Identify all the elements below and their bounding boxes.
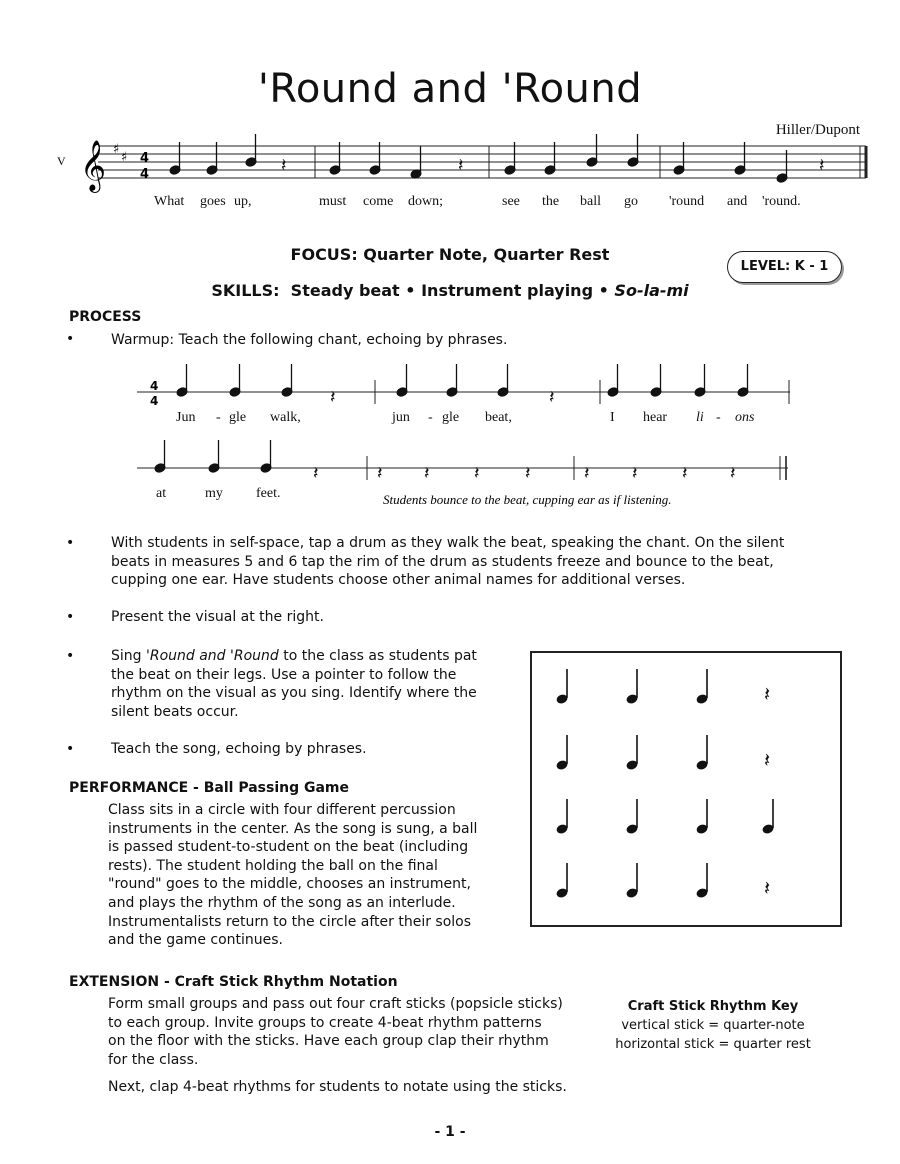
svg-text:walk,: walk, <box>270 410 301 425</box>
quarter-note-icon <box>695 863 708 899</box>
bullet-separator: • <box>405 281 416 300</box>
svg-text:and: and <box>727 194 748 209</box>
chant-staff-2 <box>137 456 788 480</box>
performance-paragraph: Class sits in a circle with four different percussion instruments in the center. As the song is sung, a ball is passed student-to-student on the beat (including rests). The student holding the ball on the final "round" goes to the middle, chooses an instrument, and plays the rhythm of the song as an interlude. Instrumentalists return to the circle after their solos and the game continues. <box>108 802 478 949</box>
page-number: - 1 - <box>434 1124 466 1140</box>
svg-text:feet.: feet. <box>256 486 281 501</box>
svg-text:jun: jun <box>392 410 410 425</box>
bullet-separator: • <box>598 281 609 300</box>
svg-text:4: 4 <box>150 379 159 393</box>
quarter-note-icon <box>555 669 568 705</box>
svg-text:beat,: beat, <box>485 410 512 425</box>
sharp-icon: ♯ <box>113 142 120 157</box>
svg-text:must: must <box>319 194 347 209</box>
skills-line <box>0 281 900 300</box>
rhythm-grid <box>532 653 840 925</box>
svg-text:ball: ball <box>580 194 601 209</box>
quarter-note-icon <box>625 669 638 705</box>
chant-lyrics-1 <box>176 410 755 425</box>
svg-text:ons: ons <box>735 410 755 425</box>
time-sig-bottom: 4 <box>140 167 150 182</box>
skill-so-la-mi: So-la-mi <box>614 281 689 300</box>
focus-line: FOCUS: Quarter Note, Quarter Rest <box>290 245 610 264</box>
svg-text:gle: gle <box>229 410 247 425</box>
svg-text:hear: hear <box>643 410 668 425</box>
extension-heading: EXTENSION - Craft Stick Rhythm Notation <box>69 974 398 990</box>
quarter-rest-icon: 𝄽 <box>764 876 771 900</box>
sharp-icon: ♯ <box>121 150 128 165</box>
quarter-rest-icon: 𝄽 <box>549 387 555 408</box>
svg-text:up,: up, <box>234 194 252 209</box>
skill-steady-beat: Steady beat <box>290 281 400 300</box>
chant-rests-2 <box>313 463 736 484</box>
page-title: 'Round and 'Round <box>257 66 643 112</box>
svg-text:𝄽: 𝄽 <box>313 463 319 484</box>
svg-text:gle: gle <box>442 410 460 425</box>
svg-text:𝄽: 𝄽 <box>730 463 736 484</box>
present-visual-text: Present the visual at the right. <box>111 609 324 625</box>
skills-label: SKILLS: <box>211 281 280 300</box>
svg-text:4: 4 <box>150 394 159 408</box>
svg-text:I: I <box>610 410 615 425</box>
svg-text:Jun: Jun <box>176 410 196 425</box>
performance-heading: PERFORMANCE - Ball Passing Game <box>69 780 349 796</box>
quarter-rest-icon: 𝄽 <box>458 155 464 176</box>
svg-text:-: - <box>428 410 433 425</box>
skill-instrument: Instrument playing <box>421 281 594 300</box>
quarter-note-icon <box>555 735 568 771</box>
svg-text:𝄽: 𝄽 <box>424 463 430 484</box>
quarter-note-icon <box>555 799 568 835</box>
svg-text:goes: goes <box>200 194 226 209</box>
svg-text:at: at <box>156 486 167 501</box>
svg-text:𝄽: 𝄽 <box>525 463 531 484</box>
svg-text:down;: down; <box>408 194 443 209</box>
composer: Hiller/Dupont <box>775 122 860 138</box>
svg-text:my: my <box>205 486 223 501</box>
teach-song-text: Teach the song, echoing by phrases. <box>111 741 367 757</box>
bullet: • <box>66 535 75 551</box>
quarter-rest-icon: 𝄽 <box>281 155 287 176</box>
song-notes <box>169 134 788 183</box>
quarter-note-icon <box>555 863 568 899</box>
svg-text:-: - <box>716 410 721 425</box>
svg-text:come: come <box>363 194 394 209</box>
key-title: Craft Stick Rhythm Key <box>627 999 799 1014</box>
svg-text:𝄽: 𝄽 <box>632 463 638 484</box>
process-heading: PROCESS <box>69 309 142 325</box>
quarter-rest-icon: 𝄽 <box>819 155 825 176</box>
key-line-vertical: vertical stick = quarter-note <box>621 1018 805 1033</box>
svg-text:see: see <box>502 194 520 209</box>
quarter-note-icon <box>625 799 638 835</box>
svg-text:𝄽: 𝄽 <box>682 463 688 484</box>
warmup-text: Warmup: Teach the following chant, echoing by phrases. <box>111 332 508 348</box>
svg-text:'round.: 'round. <box>762 194 801 209</box>
quarter-note-icon <box>761 799 774 835</box>
bullet: • <box>66 331 75 347</box>
bullet: • <box>66 648 75 664</box>
svg-text:𝄽: 𝄽 <box>474 463 480 484</box>
svg-text:go: go <box>624 194 638 209</box>
rhythm-visual <box>530 651 842 927</box>
quarter-rest-icon: 𝄽 <box>330 387 336 408</box>
staff-marker: V <box>57 154 66 168</box>
time-sig-top: 4 <box>140 151 150 166</box>
song-lyrics <box>154 194 801 209</box>
quarter-note-icon <box>695 735 708 771</box>
quarter-note-icon <box>625 863 638 899</box>
quarter-note-icon <box>695 799 708 835</box>
treble-clef-icon: 𝄞 <box>80 140 107 191</box>
svg-text:-: - <box>216 410 221 425</box>
quarter-note-icon <box>625 735 638 771</box>
quarter-note-icon <box>695 669 708 705</box>
chant-lyrics-2 <box>156 486 280 501</box>
process-paragraph: With students in self-space, tap a drum as they walk the beat, speaking the chant. On the silent beats in measures 5 and 6 tap the rim of the drum as students freeze and bounce to the beat, cupping one ear. Have students choose other animal names for additional verses. <box>111 535 785 589</box>
svg-text:'round: 'round <box>669 194 705 209</box>
svg-text:𝄽: 𝄽 <box>584 463 590 484</box>
bullet: • <box>66 741 75 757</box>
level-badge: LEVEL: K - 1 <box>727 251 842 283</box>
sing-paragraph: Sing 'Round and 'Round to the class as students pat the beat on their legs. Use a pointer to follow the rhythm on the visual as you sing. Identify where the silent beats occur. <box>111 648 477 720</box>
extension-paragraph: Form small groups and pass out four craft sticks (popsicle sticks) to each group. Invite groups to create 4-beat rhythm patterns on the floor with the sticks. Have each group clap their rhythm for the class. <box>108 996 563 1068</box>
bullet: • <box>66 609 75 625</box>
svg-text:𝄽: 𝄽 <box>377 463 383 484</box>
key-line-horizontal: horizontal stick = quarter rest <box>615 1037 811 1052</box>
svg-text:the: the <box>542 194 560 209</box>
quarter-rest-icon: 𝄽 <box>764 682 771 706</box>
extension-next: Next, clap 4-beat rhythms for students to notate using the sticks. <box>108 1079 567 1095</box>
chant-direction: Students bounce to the beat, cupping ear as if listening. <box>383 492 672 507</box>
svg-text:li: li <box>696 410 704 425</box>
quarter-rest-icon: 𝄽 <box>764 748 771 772</box>
svg-text:What: What <box>154 194 185 209</box>
